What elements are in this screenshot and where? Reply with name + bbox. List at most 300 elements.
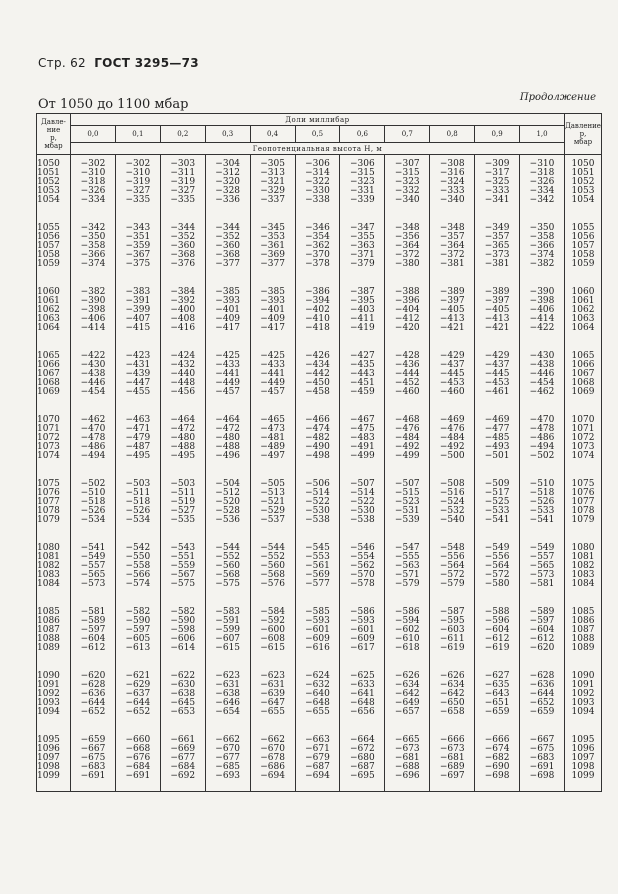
table-cell-value: −388 [394, 287, 420, 297]
height-values-cell [475, 475, 520, 539]
pressure-cell-right [565, 283, 602, 347]
table-row-group [37, 347, 602, 411]
table-cell-value: −569 [305, 570, 330, 580]
table-cell-value: 1089 [37, 643, 60, 653]
table-cell-value: −550 [125, 552, 151, 562]
table-cell-value: −670 [215, 744, 241, 754]
table-cell-value: −500 [439, 451, 465, 461]
table-cell-value: −616 [305, 643, 330, 653]
table-cell-value: −648 [350, 698, 375, 708]
table-cell-value: −363 [350, 241, 375, 251]
table-row-group [37, 411, 602, 475]
table-cell-value: −659 [484, 707, 510, 717]
table-cell-value: 1064 [37, 323, 60, 333]
pressure-cell-right [565, 155, 602, 220]
table-cell-value: −683 [80, 762, 106, 772]
table-cell-value: −491 [350, 442, 375, 452]
table-cell-value: −564 [439, 561, 465, 571]
pressure-cell-left [37, 411, 71, 475]
fraction-header: Доли миллибар [71, 114, 565, 126]
table-cell-value: −445 [484, 369, 510, 379]
table-cell-value: −513 [260, 488, 285, 498]
height-values-cell [295, 283, 340, 347]
height-values-cell [430, 731, 475, 792]
table-cell-value: −313 [260, 168, 285, 178]
table-cell-value: 1069 [37, 387, 60, 397]
height-values-cell [115, 219, 160, 283]
table-cell-value: −577 [305, 579, 330, 589]
height-values-cell [71, 411, 116, 475]
table-cell-value: −475 [350, 424, 375, 434]
table-cell-value: −424 [170, 351, 196, 361]
table-cell-value: −622 [170, 671, 196, 681]
table-cell-value: −621 [125, 671, 151, 681]
table-cell-value: −549 [484, 543, 510, 553]
table-cell-value: 1080 [571, 543, 595, 553]
table-cell-value: 1081 [571, 552, 595, 562]
table-row-group [37, 731, 602, 792]
table-cell-value: 1075 [37, 479, 60, 489]
height-values-cell [115, 731, 160, 792]
table-cell-value: −469 [439, 415, 465, 425]
table-cell-value: −595 [439, 616, 465, 626]
height-values-cell [295, 155, 340, 220]
table-cell-value: −482 [305, 433, 330, 443]
table-cell-value: −593 [305, 616, 330, 626]
pressure-cell-right [565, 539, 602, 603]
height-values-cell [385, 603, 430, 667]
table-cell-value: −430 [529, 351, 555, 361]
table-cell-value: 1070 [37, 415, 60, 425]
table-cell-value: −502 [80, 479, 106, 489]
pressure-cell-right [565, 603, 602, 667]
table-cell-value: −444 [394, 369, 420, 379]
table-cell-value: −521 [260, 497, 285, 507]
table-cell-value: −526 [80, 506, 106, 516]
table-cell-value: −341 [484, 195, 510, 205]
table-cell-value: 1058 [37, 250, 60, 260]
height-values-cell [71, 155, 116, 220]
height-values-cell [250, 283, 295, 347]
table-cell-value: −516 [439, 488, 465, 498]
table-cell-value: −517 [484, 488, 510, 498]
height-values-cell [295, 347, 340, 411]
table-cell-value: −322 [305, 177, 330, 187]
height-values-cell [340, 283, 385, 347]
table-cell-value: −604 [80, 634, 106, 644]
table-cell-value: −501 [484, 451, 510, 461]
table-cell-value: −467 [350, 415, 375, 425]
table-cell-value: 1056 [37, 232, 60, 242]
table-cell-value: −639 [260, 689, 285, 699]
table-cell-value: −391 [125, 296, 151, 306]
table-cell-value: 1076 [37, 488, 60, 498]
table-cell-value: 1099 [571, 771, 595, 781]
table-cell-value: −399 [125, 305, 151, 315]
table-cell-value: −432 [170, 360, 196, 370]
table-cell-value: −344 [170, 223, 196, 233]
table-cell-value: −630 [170, 680, 196, 690]
table-cell-value: 1097 [571, 753, 595, 763]
table-cell-value: −362 [305, 241, 330, 251]
table-cell-value: −667 [529, 735, 555, 745]
table-cell-value: −334 [80, 195, 106, 205]
table-cell-value: −438 [80, 369, 106, 379]
table-cell-value: −644 [529, 689, 555, 699]
table-cell-value: −495 [125, 451, 151, 461]
table-cell-value: 1081 [37, 552, 60, 562]
table-cell-value: 1071 [571, 424, 595, 434]
table-cell-value: −579 [439, 579, 465, 589]
table-cell-value: 1078 [571, 506, 595, 516]
table-cell-value: −400 [170, 305, 196, 315]
table-cell-value: −422 [80, 351, 106, 361]
table-cell-value: −308 [439, 159, 465, 169]
table-cell-value: −451 [350, 378, 375, 388]
table-cell-value: −396 [394, 296, 420, 306]
table-cell-value: −553 [305, 552, 330, 562]
table-cell-value: 1087 [37, 625, 60, 635]
table-cell-value: −675 [529, 744, 555, 754]
table-cell-value: −309 [484, 159, 510, 169]
table-cell-value: −499 [350, 451, 375, 461]
table-cell-value: −611 [439, 634, 465, 644]
table-cell-value: −492 [439, 442, 465, 452]
table-cell-value: −660 [125, 735, 151, 745]
table-cell-value: −325 [484, 177, 510, 187]
table-cell-value: −655 [305, 707, 330, 717]
table-cell-value: −545 [305, 543, 330, 553]
height-values-cell [385, 347, 430, 411]
table-cell-value: −380 [394, 259, 420, 269]
table-cell-value: −465 [260, 415, 285, 425]
table-cell-value: −329 [260, 186, 285, 196]
table-cell-value: −504 [215, 479, 241, 489]
table-cell-value: −448 [170, 378, 196, 388]
table-cell-value: −518 [529, 488, 555, 498]
pressure-cell-left [37, 155, 71, 220]
table-cell-value: 1090 [37, 671, 60, 681]
table-cell-value: −456 [170, 387, 196, 397]
height-values-cell [430, 539, 475, 603]
table-cell-value: −642 [394, 689, 420, 699]
height-values-cell [205, 475, 250, 539]
pressure-cell-left [37, 667, 71, 731]
table-cell-value: −469 [484, 415, 510, 425]
height-values-cell [340, 731, 385, 792]
table-cell-value: −434 [305, 360, 330, 370]
table-cell-value: 1073 [571, 442, 595, 452]
table-cell-value: −433 [215, 360, 241, 370]
table-cell-value: −353 [260, 232, 285, 242]
table-cell-value: −604 [484, 625, 510, 635]
table-cell-value: −302 [80, 159, 106, 169]
table-cell-value: 1056 [571, 232, 595, 242]
table-cell-value: −480 [170, 433, 196, 443]
table-cell-value: −476 [439, 424, 465, 434]
table-cell-value: 1066 [37, 360, 60, 370]
table-cell-value: −449 [260, 378, 285, 388]
table-cell-value: −551 [170, 552, 196, 562]
table-cell-value: −663 [305, 735, 330, 745]
table-cell-value: −331 [350, 186, 375, 196]
table-cell-value: 1067 [571, 369, 595, 379]
pressure-cell-left [37, 219, 71, 283]
table-cell-value: −651 [484, 698, 510, 708]
table-cell-value: −687 [305, 762, 330, 772]
table-cell-value: −561 [305, 561, 330, 571]
height-values-cell [340, 411, 385, 475]
table-cell-value: −684 [125, 762, 151, 772]
table-cell-value: 1090 [571, 671, 595, 681]
table-cell-value: −323 [350, 177, 375, 187]
table-cell-value: −437 [439, 360, 465, 370]
table-cell-value: −636 [529, 680, 555, 690]
table-cell-value: −597 [529, 616, 555, 626]
table-cell-value: −526 [529, 497, 555, 507]
table-cell-value: −333 [484, 186, 510, 196]
table-cell-value: −375 [125, 259, 151, 269]
table-cell-value: −405 [484, 305, 510, 315]
table-cell-value: −406 [529, 305, 555, 315]
table-cell-value: −483 [350, 433, 375, 443]
pressure-cell-right [565, 411, 602, 475]
table-cell-value: 1096 [37, 744, 60, 754]
table-cell-value: −615 [215, 643, 241, 653]
table-cell-value: −508 [439, 479, 465, 489]
table-cell-value: −441 [215, 369, 241, 379]
height-values-cell [205, 283, 250, 347]
height-values-cell [340, 667, 385, 731]
table-cell-value: −429 [439, 351, 465, 361]
table-cell-value: −417 [215, 323, 241, 333]
table-cell-value: −429 [484, 351, 510, 361]
table-cell-value: −360 [170, 241, 196, 251]
table-cell-value: 1057 [571, 241, 595, 251]
table-cell-value: −620 [80, 671, 106, 681]
table-cell-value: −528 [215, 506, 241, 516]
table-cell-value: −366 [80, 250, 106, 260]
height-values-cell [115, 603, 160, 667]
table-cell-value: −584 [260, 607, 285, 617]
table-cell-value: −619 [484, 643, 510, 653]
height-values-cell [475, 283, 520, 347]
table-cell-value: 1054 [37, 195, 60, 205]
table-cell-value: −530 [305, 506, 330, 516]
table-cell-value: −511 [170, 488, 196, 498]
table-cell-value: 1091 [37, 680, 60, 690]
table-cell-value: −487 [125, 442, 151, 452]
table-cell-value: −647 [260, 698, 285, 708]
table-cell-value: −692 [170, 771, 196, 781]
table-cell-value: 1082 [37, 561, 60, 571]
table-cell-value: 1074 [37, 451, 60, 461]
table-cell-value: −315 [394, 168, 420, 178]
table-cell-value: −470 [529, 415, 555, 425]
height-values-cell [430, 603, 475, 667]
table-cell-value: −416 [170, 323, 196, 333]
height-values-cell [340, 603, 385, 667]
table-cell-value: −320 [215, 177, 241, 187]
table-cell-value: −372 [439, 250, 465, 260]
table-cell-value: −335 [170, 195, 196, 205]
table-cell-value: −510 [80, 488, 106, 498]
table-cell-value: −409 [260, 314, 285, 324]
pressure-cell-left [37, 603, 71, 667]
height-values-cell [250, 475, 295, 539]
table-cell-value: −698 [529, 771, 555, 781]
table-cell-value: −562 [350, 561, 375, 571]
table-cell-value: −666 [439, 735, 465, 745]
table-cell-value: −652 [529, 698, 555, 708]
height-values-cell [71, 603, 116, 667]
table-cell-value: −631 [215, 680, 241, 690]
table-cell-value: −493 [484, 442, 510, 452]
table-cell-value: −628 [80, 680, 106, 690]
height-values-cell [340, 347, 385, 411]
table-cell-value: −589 [529, 607, 555, 617]
table-cell-value: −311 [170, 168, 196, 178]
table-cell-value: −568 [260, 570, 285, 580]
table-cell-value: −459 [350, 387, 375, 397]
table-cell-value: −684 [170, 762, 196, 772]
table-cell-value: −315 [350, 168, 375, 178]
table-cell-value: −592 [260, 616, 285, 626]
table-cell-value: −518 [125, 497, 151, 507]
table-cell-value: −407 [125, 314, 151, 324]
table-cell-value: −655 [260, 707, 285, 717]
table-cell-value: −374 [529, 250, 555, 260]
height-values-cell [475, 155, 520, 220]
height-values-cell [520, 155, 565, 220]
table-cell-value: −609 [350, 634, 375, 644]
table-cell-value: −507 [394, 479, 420, 489]
table-cell-value: 1069 [571, 387, 595, 397]
height-values-cell [385, 219, 430, 283]
table-cell-value: −574 [125, 579, 151, 589]
table-cell-value: −548 [439, 543, 465, 553]
table-cell-value: −535 [170, 515, 196, 525]
table-cell-value: 1057 [37, 241, 60, 251]
table-cell-value: −425 [260, 351, 285, 361]
table-cell-value: −385 [260, 287, 285, 297]
table-cell-value: 1077 [571, 497, 595, 507]
height-values-cell [520, 539, 565, 603]
table-cell-value: −624 [305, 671, 330, 681]
table-cell-value: −657 [394, 707, 420, 717]
table-cell-value: 1079 [571, 515, 595, 525]
height-values-cell [295, 219, 340, 283]
table-cell-value: −581 [80, 607, 106, 617]
table-cell-value: −345 [260, 223, 285, 233]
table-cell-value: −625 [350, 671, 375, 681]
table-cell-value: −552 [215, 552, 241, 562]
table-row-group [37, 667, 602, 731]
height-values-cell [115, 283, 160, 347]
table-cell-value: −316 [439, 168, 465, 178]
table-cell-value: −565 [80, 570, 106, 580]
table-cell-value: −612 [484, 634, 510, 644]
table-cell-value: −384 [170, 287, 196, 297]
table-cell-value: −413 [439, 314, 465, 324]
table-cell-value: −423 [125, 351, 151, 361]
table-cell-value: −520 [215, 497, 241, 507]
table-cell-value: −370 [305, 250, 330, 260]
table-cell-value: −673 [439, 744, 465, 754]
table-cell-value: −596 [484, 616, 510, 626]
fraction-col-header: 0,2 [160, 126, 205, 143]
table-cell-value: 1066 [571, 360, 595, 370]
height-values-cell [295, 411, 340, 475]
table-cell-value: −364 [394, 241, 420, 251]
height-values-cell [205, 539, 250, 603]
table-cell-value: −594 [394, 616, 420, 626]
table-cell-value: −414 [80, 323, 106, 333]
height-values-cell [385, 667, 430, 731]
height-values-cell [160, 667, 205, 731]
table-cell-value: −417 [260, 323, 285, 333]
table-cell-value: −406 [80, 314, 106, 324]
table-cell-value: −372 [394, 250, 420, 260]
table-cell-value: −379 [350, 259, 375, 269]
table-cell-value: −693 [215, 771, 241, 781]
fraction-col-header: 0,9 [475, 126, 520, 143]
table-cell-value: −486 [529, 433, 555, 443]
table-cell-value: 1059 [571, 259, 595, 269]
table-cell-value: 1058 [571, 250, 595, 260]
table-cell-value: −489 [260, 442, 285, 452]
table-cell-value: −533 [529, 506, 555, 516]
table-cell-value: −326 [529, 177, 555, 187]
table-cell-value: −472 [170, 424, 196, 434]
height-values-cell [71, 475, 116, 539]
table-cell-value: −557 [529, 552, 555, 562]
height-values-cell [160, 539, 205, 603]
table-cell-value: −533 [484, 506, 510, 516]
table-cell-value: −446 [529, 369, 555, 379]
table-cell-value: −571 [394, 570, 420, 580]
table-cell-value: −318 [529, 168, 555, 178]
table-cell-value: −477 [484, 424, 510, 434]
table-cell-value: −389 [484, 287, 510, 297]
table-cell-value: −665 [394, 735, 420, 745]
table-cell-value: −555 [394, 552, 420, 562]
table-cell-value: −343 [125, 223, 151, 233]
height-values-cell [385, 475, 430, 539]
table-cell-value: −377 [260, 259, 285, 269]
table-cell-value: −667 [80, 744, 106, 754]
table-cell-value: −394 [305, 296, 330, 306]
table-cell-value: −641 [350, 689, 375, 699]
table-cell-value: −468 [394, 415, 420, 425]
table-cell-value: −328 [215, 186, 241, 196]
height-values-cell [520, 731, 565, 792]
height-values-cell [475, 347, 520, 411]
table-cell-value: 1063 [571, 314, 595, 324]
table-row-group [37, 603, 602, 667]
table-cell-value: −600 [260, 625, 285, 635]
table-cell-value: 1084 [37, 579, 60, 589]
table-cell-value: −689 [439, 762, 465, 772]
table-cell-value: −340 [394, 195, 420, 205]
table-cell-value: 1065 [571, 351, 595, 361]
height-values-cell [430, 219, 475, 283]
table-cell-value: −680 [350, 753, 375, 763]
pressure-cell-left [37, 283, 71, 347]
height-values-cell [430, 411, 475, 475]
table-cell-value: −349 [484, 223, 510, 233]
table-cell-value: −334 [529, 186, 555, 196]
